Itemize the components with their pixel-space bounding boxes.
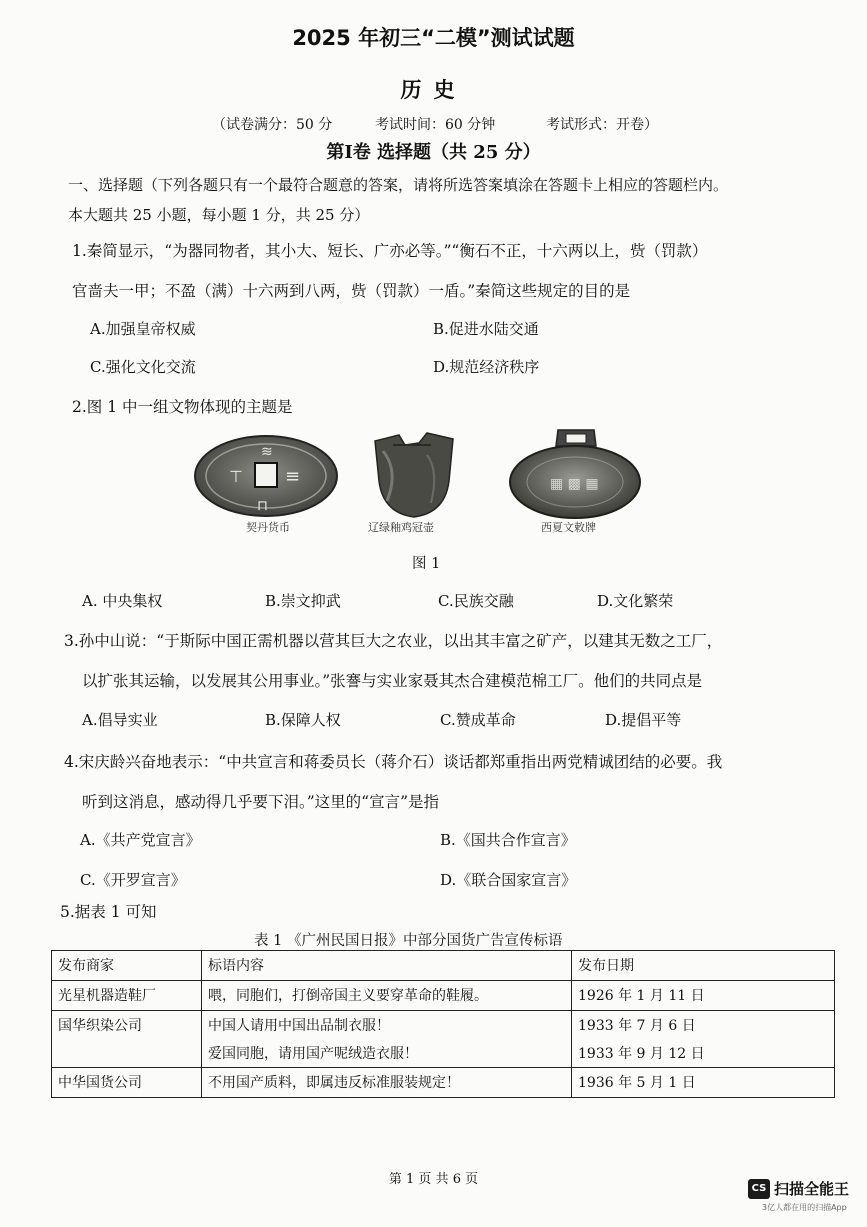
q4-option-d: D.《联合国家宣言》 bbox=[440, 871, 577, 889]
figure-caption-flask: 辽绿釉鸡冠壶 bbox=[368, 521, 434, 534]
exam-time-info: 考试时间：60 分钟 bbox=[375, 117, 496, 133]
liao-green-glaze-flask-image bbox=[369, 431, 459, 525]
table-header-cell: 标语内容 bbox=[202, 951, 572, 981]
q3-option-c: C.赞成革命 bbox=[440, 711, 516, 729]
q4-option-a: A.《共产党宣言》 bbox=[80, 831, 201, 849]
q2-option-d: D.文化繁荣 bbox=[597, 592, 674, 610]
exam-score-info: （试卷满分：50 分 bbox=[212, 117, 333, 133]
table-cell-date: 1936 年 5 月 1 日 bbox=[572, 1068, 835, 1098]
table-row bbox=[52, 1068, 835, 1098]
q2-option-c: C.民族交融 bbox=[438, 592, 514, 610]
table-header-row bbox=[52, 951, 835, 981]
table-cell-slogan-group bbox=[202, 1011, 572, 1068]
instructions-line-1: 一、选择题（下列各题只有一个最符合题意的答案，请将所选答案填涂在答题卡上相应的答题栏内。 bbox=[68, 176, 729, 194]
table-cell-date: 1933 年 7 月 6 日 bbox=[578, 1018, 696, 1034]
figure-caption-plaque: 西夏文敕牌 bbox=[541, 521, 596, 534]
q2-stem: 2.图 1 中一组文物体现的主题是 bbox=[72, 398, 293, 416]
q2-option-b: B.崇文抑武 bbox=[265, 592, 341, 610]
exam-title: 2025 年初三“二模”测试试题 bbox=[292, 26, 575, 50]
q4-stem-line-2: 听到这消息，感动得几乎要下泪。”这里的“宣言”是指 bbox=[82, 793, 440, 811]
q3-option-b: B.保障人权 bbox=[265, 711, 341, 729]
svg-text:⊤: ⊤ bbox=[229, 467, 243, 486]
table-row bbox=[52, 981, 835, 1011]
table-header-cell: 发布日期 bbox=[572, 951, 835, 981]
svg-text:≋: ≋ bbox=[261, 444, 273, 460]
q4-option-c: C.《开罗宣言》 bbox=[80, 871, 186, 889]
page-footer: 第 1 页 共 6 页 bbox=[388, 1172, 479, 1187]
q4-option-b: B.《国共合作宣言》 bbox=[440, 831, 576, 849]
table-cell-merchant: 光星机器造鞋厂 bbox=[52, 981, 202, 1011]
khitan-coin-image bbox=[193, 434, 339, 522]
q2-option-a: A. 中央集权 bbox=[82, 592, 163, 610]
table-cell-slogan: 中国人请用中国出品制衣服！ bbox=[208, 1018, 390, 1034]
instructions-line-2: 本大题共 25 小题，每小题 1 分，共 25 分） bbox=[68, 206, 370, 224]
q5-stem: 5.据表 1 可知 bbox=[60, 903, 157, 921]
q1-stem-line-1: 1.秦简显示，“为器同物者，其小大、短长、广亦必等。”“衡石不正，十六两以上，赀（罚款） bbox=[72, 242, 708, 260]
ad-slogan-table bbox=[51, 950, 835, 1098]
camscanner-logo-icon: CS bbox=[748, 1179, 770, 1199]
table-cell-date: 1933 年 9 月 12 日 bbox=[578, 1046, 705, 1062]
table-cell-date: 1926 年 1 月 11 日 bbox=[572, 981, 835, 1011]
q1-option-a: A.加强皇帝权威 bbox=[90, 320, 196, 338]
q1-stem-line-2: 官啬夫一甲；不盈（满）十六两到八两，赀（罚款）一盾。”秦简这些规定的目的是 bbox=[72, 282, 631, 300]
table-cell-slogan: 喂，同胞们，打倒帝国主义要穿革命的鞋履。 bbox=[202, 981, 572, 1011]
exam-form-info: 考试形式：开卷） bbox=[546, 117, 658, 133]
table-cell-merchant: 中华国货公司 bbox=[52, 1068, 202, 1098]
table-row bbox=[52, 1011, 835, 1068]
svg-text:▦ ▩ ▦: ▦ ▩ ▦ bbox=[550, 476, 599, 492]
table-cell-date-group bbox=[572, 1011, 835, 1068]
q1-option-b: B.促进水陆交通 bbox=[433, 320, 539, 338]
table-cell-merchant: 国华织染公司 bbox=[52, 1011, 202, 1068]
svg-text:⊓: ⊓ bbox=[257, 498, 268, 514]
figure-caption-coin: 契丹货币 bbox=[246, 521, 290, 534]
svg-text:≡: ≡ bbox=[285, 466, 301, 487]
watermark-tagline: 3亿人都在用的扫描App bbox=[762, 1203, 847, 1212]
table-header-cell: 发布商家 bbox=[52, 951, 202, 981]
scanner-watermark bbox=[748, 1178, 850, 1212]
q1-option-d: D.规范经济秩序 bbox=[433, 358, 540, 376]
subject-title: 历史 bbox=[400, 78, 467, 102]
q1-option-c: C.强化文化交流 bbox=[90, 358, 196, 376]
table-cell-slogan: 不用国产质料，即属违反标准服装规定！ bbox=[202, 1068, 572, 1098]
q3-option-d: D.提倡平等 bbox=[605, 711, 682, 729]
figure-label: 图 1 bbox=[412, 556, 441, 572]
q4-stem-line-1: 4.宋庆龄兴奋地表示：“中共宣言和蒋委员长（蒋介石）谈话都郑重指出两党精诚团结的必要。我 bbox=[64, 753, 723, 771]
table-caption: 表 1 《广州民国日报》中部分国货广告宣传标语 bbox=[254, 933, 563, 949]
section-heading: 第Ⅰ卷 选择题（共 25 分） bbox=[326, 142, 541, 163]
q3-stem-line-2: 以扩张其运输，以发展其公用事业。”张謇与实业家聂其杰合建模范棉工厂。他们的共同点是 bbox=[82, 672, 703, 690]
q3-option-a: A.倡导实业 bbox=[82, 711, 158, 729]
table-cell-slogan: 爱国同胞，请用国产呢绒造衣服！ bbox=[208, 1046, 418, 1062]
watermark-name: 扫描全能王 bbox=[774, 1180, 850, 1198]
q3-stem-line-1: 3.孙中山说：“于斯际中国正需机器以营其巨大之农业，以出其丰富之矿产，以建其无数之工厂， bbox=[64, 632, 723, 650]
xixia-edict-plaque-image bbox=[508, 426, 642, 524]
